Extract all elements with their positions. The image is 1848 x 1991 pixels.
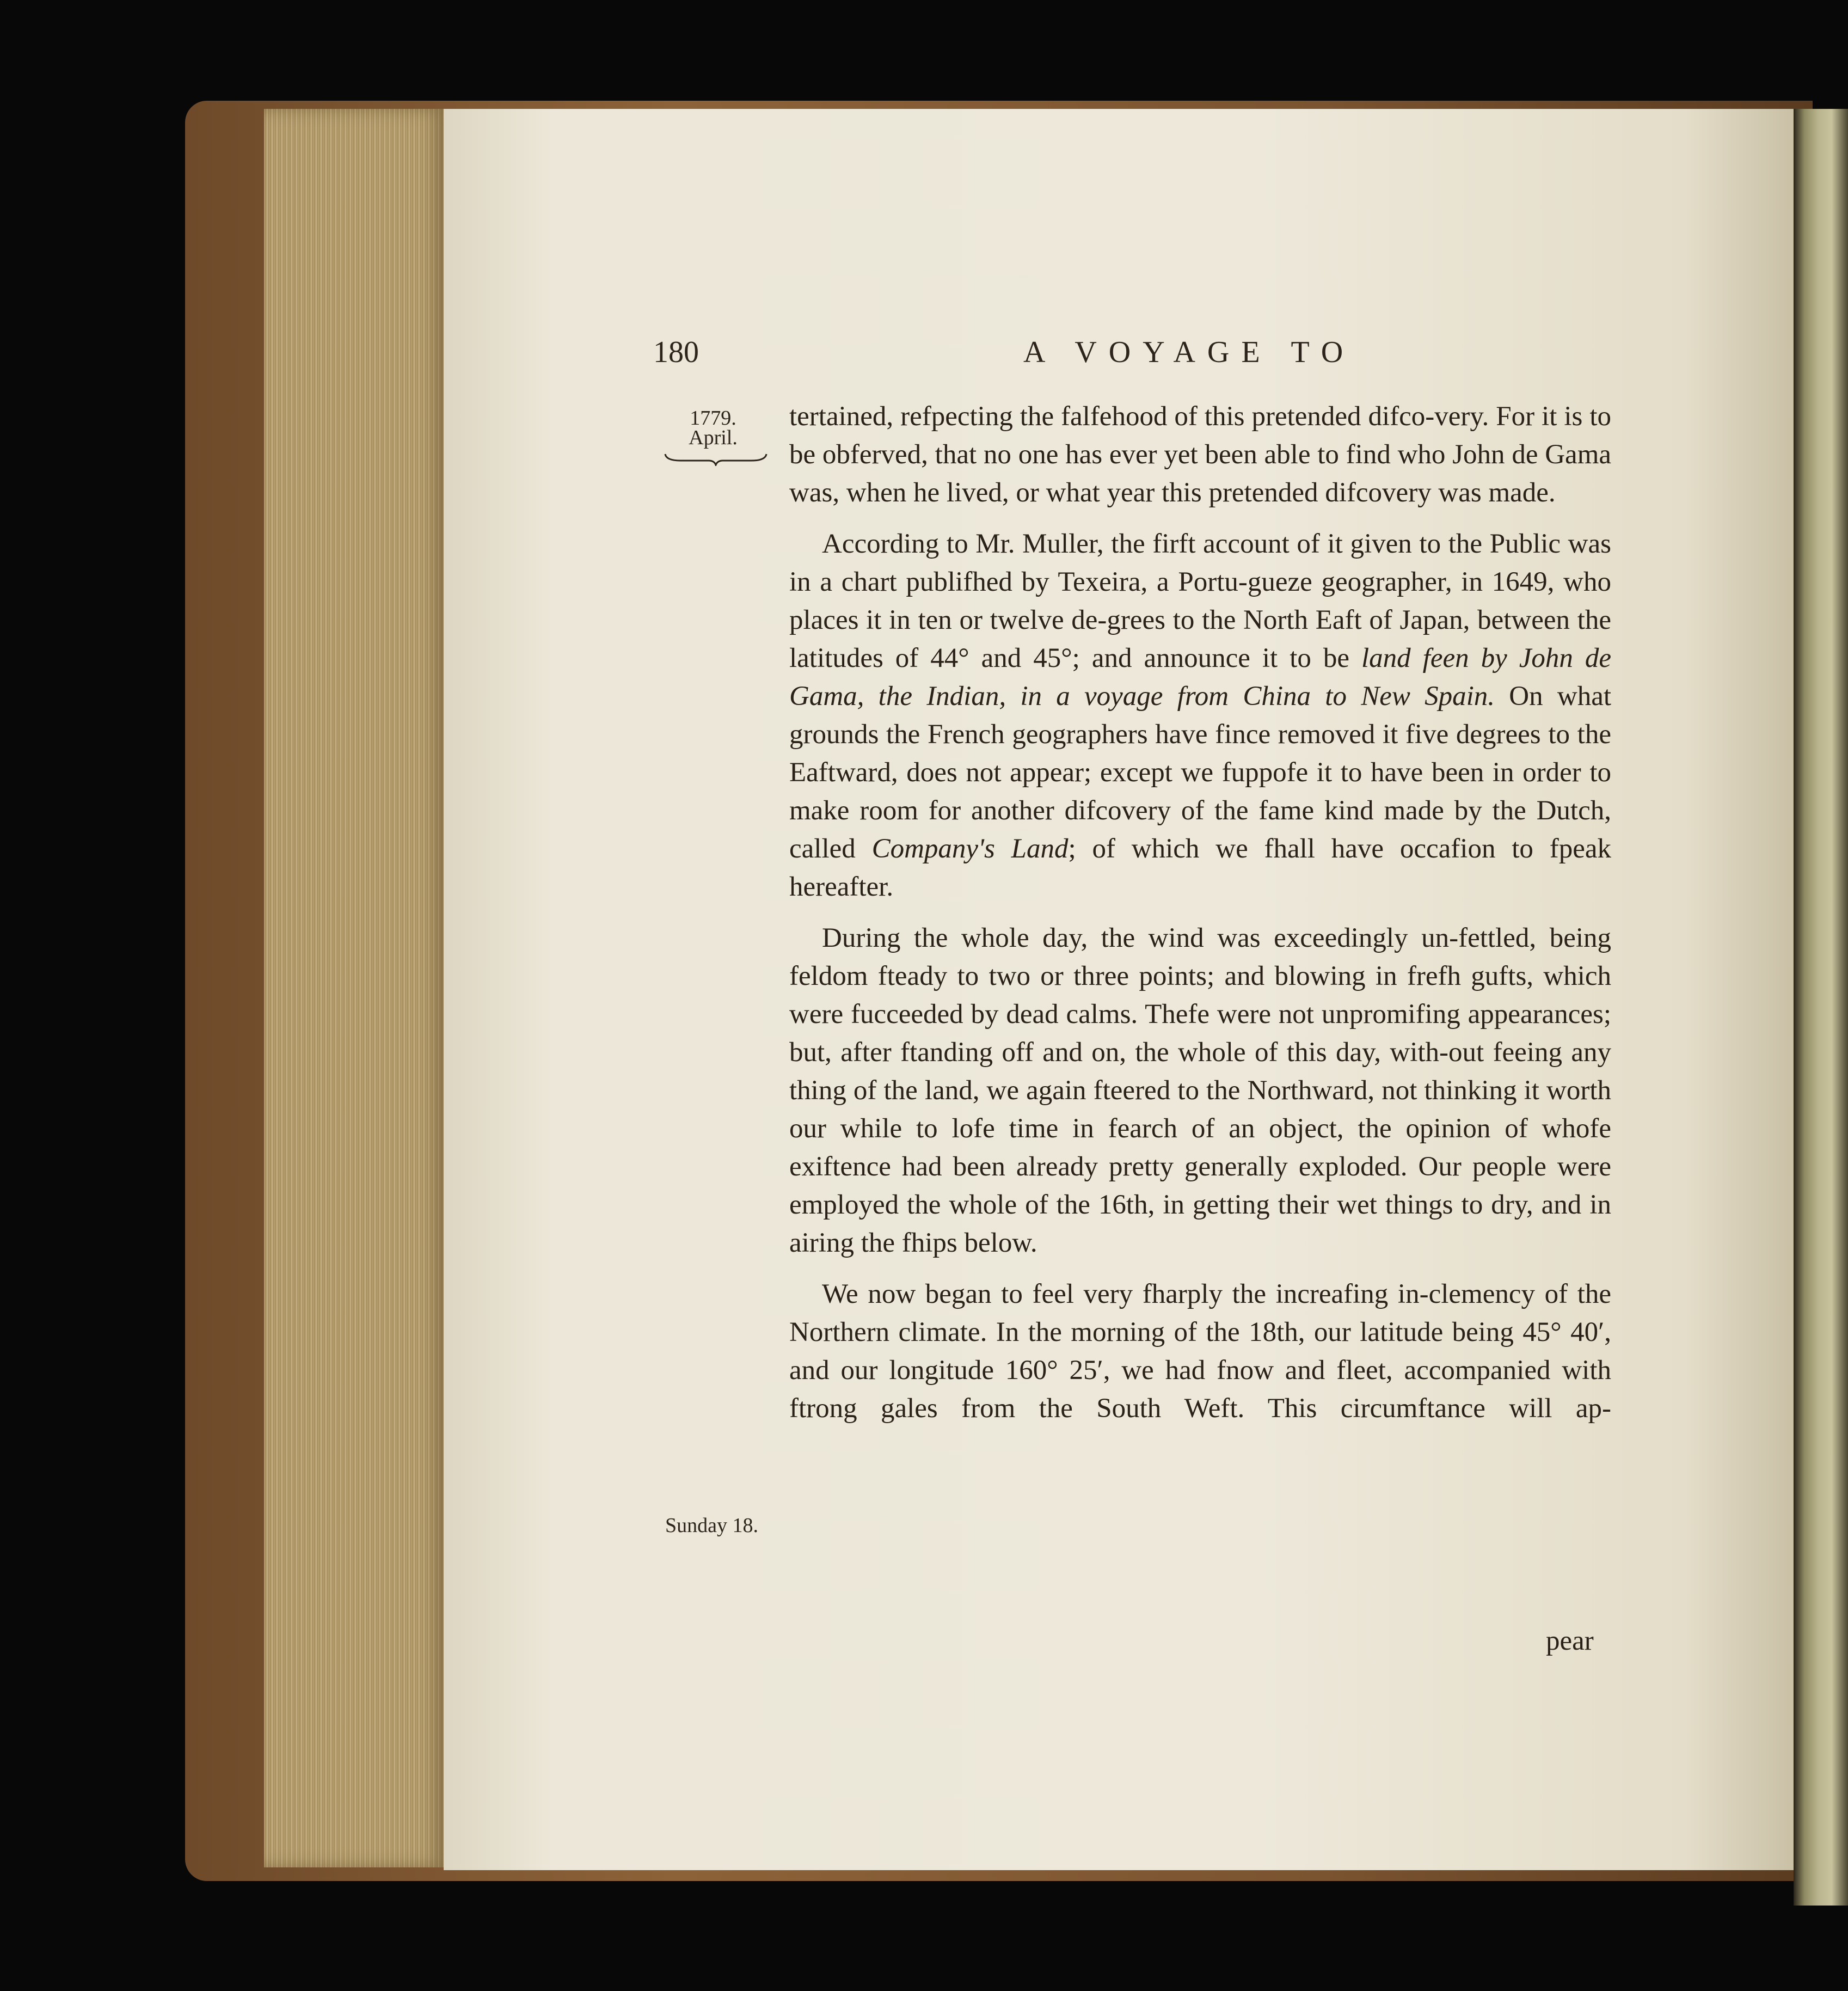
margin-year: 1779. — [690, 407, 736, 430]
brace-icon — [664, 452, 768, 466]
paragraph: We now began to feel very fharply the increafing in-clemency of the Northern climate. In the morning of the 18th, our latitude being 45° 40′, and our longitude 160° 25′, we had fnow and fleet, accompanied with ftrong gales from the South Weft. This circumftance will ap- — [789, 1279, 1611, 1424]
margin-date-note — [664, 408, 762, 466]
facing-page-edge — [1794, 109, 1848, 1906]
italic-text: Company's Land — [871, 834, 1069, 864]
catchword: pear — [1546, 1626, 1594, 1656]
body-text — [789, 397, 1611, 1441]
margin-month: April. — [689, 426, 738, 449]
margin-day-note: Sunday 18. — [665, 1514, 758, 1537]
paragraph: During the whole day, the wind was exceedingly un-fettled, being feldom fteady to two or three points; and blowing in frefh gufts, which were fucceeded by dead calms. Thefe were not unpromifing appearances; but, after ftanding off and on, the whole of this day, with-out feeing any thing of the land, we again fteered to the Northward, not thinking it worth our while to lofe time in fearch of an object, the opinion of whofe exiftence had been already pretty generally exploded. Our people were employed the whole of the 16th, in getting their wet things to dry, and in airing the fhips below. — [789, 923, 1611, 1258]
running-title: A VOYAGE TO — [1023, 335, 1355, 369]
paragraph-text: On what grounds the French geographers have fince removed it five degrees to the Eaftward, does not appear; except we fuppofe it to have been in order to make room for another difcovery of the fame kind made by the Dutch, called — [789, 681, 1612, 864]
paragraph: tertained, refpecting the falfehood of this pretended difco-very. For it is to be obferved, that no one has ever yet been able to find who John de Gama was, when he lived, or what year this pretended difcovery was made. — [789, 401, 1611, 508]
paragraph — [789, 525, 1611, 906]
page-number: 180 — [653, 335, 699, 369]
running-head — [0, 335, 1848, 378]
italic-text: land feen by John de Gama, the Indian, in a voyage from China to New Spain. — [789, 643, 1611, 712]
paragraph-text: ; of which we fhall have occafion to fpeak hereafter. — [789, 834, 1611, 902]
paragraph-text: According to Mr. Muller, the firft account of it given to the Public was in a chart publifhed by Texeira, a Portu-gueze geographer, in 1649, who places it in ten or twelve de-grees to the North Eaft of Japan, between the latitudes of 44° and 45°; and announce it to be — [789, 529, 1611, 673]
